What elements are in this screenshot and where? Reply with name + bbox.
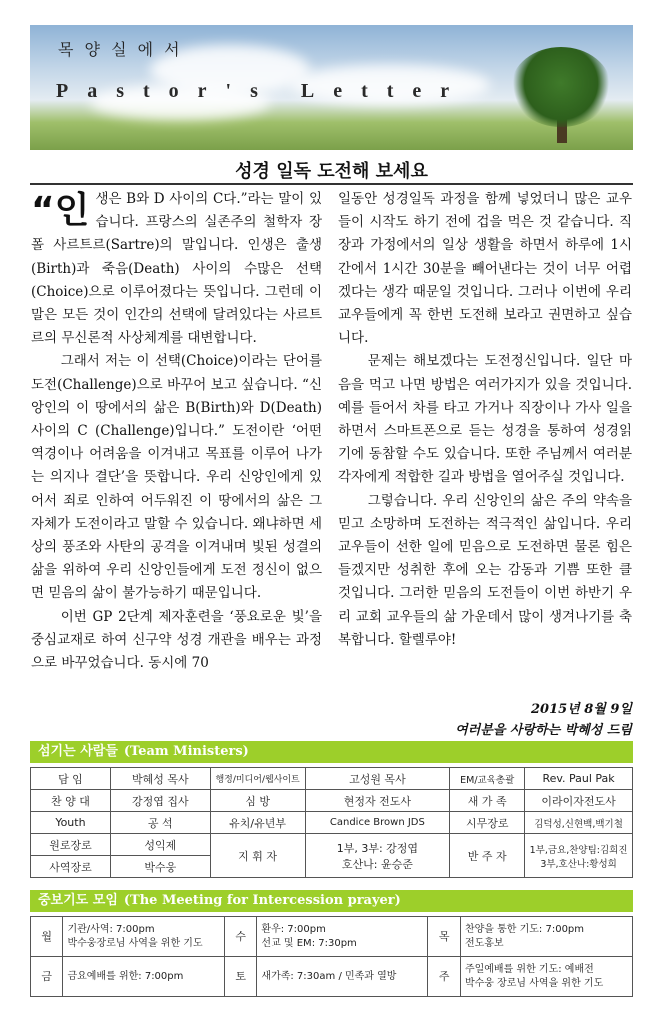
table-cell: 고성원 목사 xyxy=(305,768,450,790)
letter-column-right xyxy=(338,188,632,652)
table-cell: 사역장로 xyxy=(31,856,111,878)
table-cell: 새 가 족 xyxy=(450,790,525,812)
table-row xyxy=(31,768,633,790)
prayer-line: 전도홍보 xyxy=(464,937,504,949)
prayer-line: 주일예배를 위한 기도: 예배전 xyxy=(464,963,594,975)
table-cell: 김덕성,신현백,백기철 xyxy=(525,812,633,834)
prayer-line: 선교 및 EM: 7:30pm xyxy=(261,937,357,949)
prayer-line: 새가족: 7:30am / 민족과 열방 xyxy=(261,970,397,982)
day-cell: 월 xyxy=(31,917,63,957)
section-title-en: (Team Ministers) xyxy=(123,744,249,759)
prayer-line: 박수웅 장로님 사역을 위한 기도 xyxy=(464,977,604,989)
table-cell: 찬 양 대 xyxy=(31,790,111,812)
table-cell xyxy=(525,834,633,878)
day-cell: 금 xyxy=(31,957,63,997)
table-cell: Youth xyxy=(31,812,111,834)
table-cell: 이라이자전도사 xyxy=(525,790,633,812)
table-cell: 원로장로 xyxy=(31,834,111,856)
table-cell: 담 임 xyxy=(31,768,111,790)
prayer-cell xyxy=(460,957,632,997)
section-title-ko: 중보기도 모임 xyxy=(38,893,118,908)
day-cell: 주 xyxy=(428,957,460,997)
prayer-cell xyxy=(257,957,428,997)
banner-english-title: Pastor's Letter xyxy=(56,80,469,102)
table-cell: 시무장로 xyxy=(450,812,525,834)
day-cell: 토 xyxy=(224,957,256,997)
day-cell: 수 xyxy=(224,917,256,957)
headline-divider xyxy=(30,183,633,185)
prayer-cell xyxy=(257,917,428,957)
prayer-cell xyxy=(460,917,632,957)
letter-paragraph: 일동안 성경일독 과정을 함께 넣었더니 많은 교우들이 시작도 하기 전에 겁을 먹은 것 같습니다. 직장과 가정에서의 일상 생활을 하면서 하루에 1시간에서 1시간 30분을 빼어낸다는 것이 너무 어렵겠다는 생각 때문일 것입니다. 그러나 이번에 우리 교우들에게 꼭 한번 도전해 보라고 권면하고 싶습니다. xyxy=(338,191,632,347)
table-cell: 현정자 전도사 xyxy=(305,790,450,812)
paragraph-text: 생은 B와 D 사이의 C다.”라는 말이 있습니다. 프랑스의 실존주의 철학자 장 폴 사르트르(Sartre)의 말입니다. 인생은 출생(Birth)과 죽음(Death) 사이의 수많은 선택(Choice)으로 이루어졌다는 뜻입니다. 그런데 이 말은 모든 것이 인간의 선택에 달려있다는 사르트르의 무신론적 사상체계를 대변합니다. xyxy=(31,191,322,347)
section-title-en: (The Meeting for Intercession prayer) xyxy=(123,893,401,908)
table-row xyxy=(31,834,633,856)
prayer-line: 찬양을 통한 기도: 7:00pm xyxy=(464,923,585,935)
letter-signature: 여러분을 사랑하는 박혜성 드림 xyxy=(455,723,632,738)
banner-korean-title: 목 양 실 에 서 xyxy=(58,40,183,59)
table-cell: 강정엽 집사 xyxy=(110,790,210,812)
table-cell: Candice Brown JDS xyxy=(305,812,450,834)
table-row xyxy=(31,790,633,812)
accompanist-line: 1부,금요,찬양팀:김희진 xyxy=(529,844,628,856)
table-cell xyxy=(305,834,450,878)
conductor-line: 1부, 3부: 강정엽 xyxy=(336,841,419,855)
section-title-ko: 섬기는 사람들 xyxy=(38,744,118,759)
prayer-cell xyxy=(63,917,224,957)
table-cell: 행정/미디어/웹사이트 xyxy=(210,768,305,790)
dropcap: “인 xyxy=(31,190,90,231)
prayer-line: 금요예배를 위한: 7:00pm xyxy=(67,970,184,982)
tree-image xyxy=(511,47,611,127)
letter-paragraph: 이번 GP 2단계 제자훈련을 ‘풍요로운 빛’을 중심교재로 하여 신구약 성경 개관을 배우는 과정으로 바꾸었습니다. 동시에 70 xyxy=(31,608,322,672)
letter-paragraph: 그렇습니다. 우리 신앙인의 삶은 주의 약속을 믿고 소망하며 도전하는 적극적인 삶입니다. 우리 교우들이 선한 일에 믿음으로 도전하면 물론 힘은 들겠지만 성취한 후에 오는 감동과 기쁨 또한 클 것입니다. 그러한 믿음의 도전들이 이번 하반기 우리 교회 교우들의 삶 가운데서 많이 생겨나기를 축복합니다. 할렐루야! xyxy=(338,492,632,648)
table-cell: 유치/유년부 xyxy=(210,812,305,834)
prayer-line: 박수웅장로님 사역을 위한 기도 xyxy=(67,937,203,949)
table-cell: 공 석 xyxy=(110,812,210,834)
table-cell: 심 방 xyxy=(210,790,305,812)
table-cell: 박혜성 목사 xyxy=(110,768,210,790)
table-row xyxy=(31,812,633,834)
letter-headline: 성경 일독 도전해 보세요 xyxy=(235,161,428,182)
prayer-line: 기관/사역: 7:00pm xyxy=(67,923,155,935)
day-cell: 목 xyxy=(428,917,460,957)
table-cell: 성익제 xyxy=(110,834,210,856)
accompanist-line: 3부,호산나:황성희 xyxy=(540,858,617,870)
intercession-table xyxy=(30,916,633,997)
table-cell: Rev. Paul Pak xyxy=(525,768,633,790)
table-row xyxy=(31,957,633,997)
table-cell: 반 주 자 xyxy=(450,834,525,878)
letter-date: 2015년 8월 9일 xyxy=(531,702,632,717)
table-cell: 박수웅 xyxy=(110,856,210,878)
table-cell: 지 휘 자 xyxy=(210,834,305,878)
letter-paragraph: 문제는 해보겠다는 도전정신입니다. 일단 마음을 먹고 나면 방법은 여러가지가 있을 것입니다. 예를 들어서 차를 타고 가거나 직장이나 가사 일을 하면서 스마트폰으로 듣는 성경을 통하여 성경읽기에 동참할 수도 있습니다. 또한 주님께서 여러분 각자에게 적합한 길과 방법을 열어주실 것입니다. xyxy=(338,353,632,486)
team-ministers-header xyxy=(30,741,633,763)
prayer-cell xyxy=(63,957,224,997)
table-row xyxy=(31,917,633,957)
letter-paragraph xyxy=(31,188,322,350)
letter-paragraph: 그래서 저는 이 선택(Choice)이라는 단어를 도전(Challenge)으로 바꾸어 보고 싶습니다. “신앙인의 이 땅에서의 삶은 B(Birth)와 D(Death) 사이의 C (Challenge)입니다.” 도전이란 ‘어떤 역경이나 어려움을 이겨내고 목표를 이루어 나가는 의지나 결단’을 뜻합니다. 우리 신앙인에게 있어서 죄로 인하여 어두워진 이 땅에서의 삶은 그 자체가 도전이라고 말할 수 있습니다. 왜냐하면 세상의 풍조와 사탄의 공격을 이겨내며 빛된 성결의 삶을 위하여 우리 신앙인들에게 도전 정신이 없으면 믿음의 삶이 불가능하기 때문입니다. xyxy=(31,353,322,602)
pastors-letter-banner xyxy=(30,25,633,150)
letter-column-left xyxy=(31,188,322,675)
team-ministers-table xyxy=(30,767,633,878)
table-cell: EM/교육총괄 xyxy=(450,768,525,790)
intercession-header xyxy=(30,890,633,912)
conductor-line: 호산나: 윤승준 xyxy=(341,857,413,871)
prayer-line: 환우: 7:00pm xyxy=(261,923,326,935)
